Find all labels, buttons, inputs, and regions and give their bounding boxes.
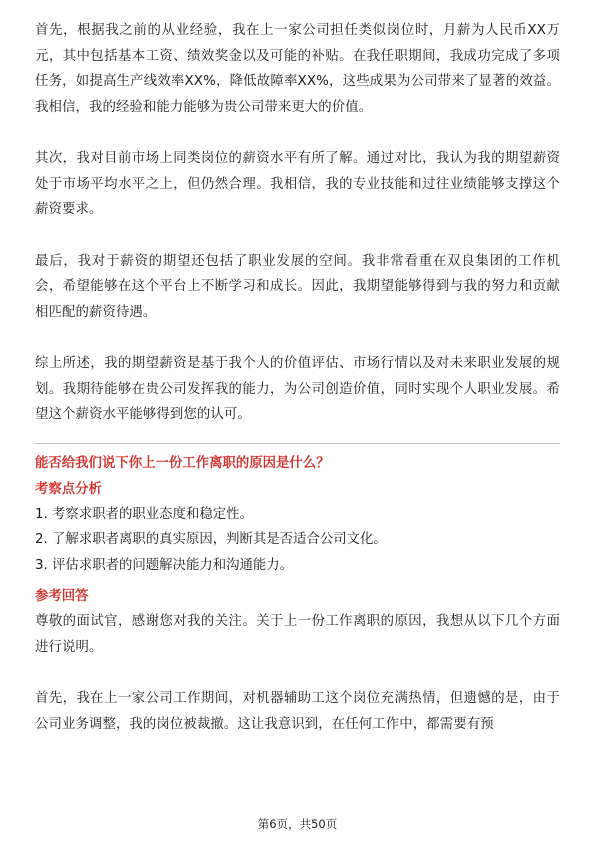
question-heading: 能否给我们说下你上一份工作离职的原因是什么？ <box>35 455 330 471</box>
paragraph-gap <box>35 325 560 351</box>
answer-paragraph-first: 首先，我在上一家公司工作期间，对机器辅助工这个岗位充满热情，但遗憾的是，由于公司业务调整，我的岗位被裁撤。这让我意识到，在任何工作中，都需要有预 <box>35 691 560 732</box>
analysis-label: 考察点分析 <box>35 481 102 497</box>
section-gap <box>35 578 560 586</box>
paragraph-third: 最后，我对于薪资的期望还包括了职业发展的空间。我非常看重在双良集团的工作机会，希望能够在这个平台上不断学习和成长。因此，我期望能够得到与我的努力和贡献相匹配的薪资待遇。 <box>35 253 560 320</box>
answer-paragraph-intro: 尊敬的面试官，感谢您对我的关注。关于上一份工作离职的原因，我想从以下几个方面进行说明。 <box>35 614 560 655</box>
answer-label: 参考回答 <box>35 589 89 604</box>
analysis-point: 3. 评估求职者的问题解决能力和沟通能力。 <box>35 557 294 573</box>
analysis-point: 2. 了解求职者离职的真实原因，判断其是否适合公司文化。 <box>35 532 387 547</box>
page-content <box>35 18 560 737</box>
paragraph-gap <box>35 120 560 146</box>
analysis-list <box>35 502 560 579</box>
analysis-point: 1. 考察求职者的职业态度和稳定性。 <box>35 506 253 522</box>
paragraph-gap <box>35 660 560 686</box>
paragraph-second: 其次，我对目前市场上同类岗位的薪资水平有所了解。通过对比，我认为我的期望薪资处于市场平均水平之上，但仍然合理。我相信，我的专业技能和过往业绩能够支撑这个薪资要求。 <box>35 151 560 217</box>
paragraph-gap <box>35 223 560 249</box>
paragraph-summary: 综上所述，我的期望薪资是基于我个人的价值评估、市场行情以及对未来职业发展的规划。我期待能够在贵公司发挥我的能力，为公司创造价值，同时实现个人职业发展。希望这个薪资水平能够得到您的认可。 <box>35 356 560 422</box>
paragraph-first: 首先，根据我之前的从业经验，我在上一家公司担任类似岗位时，月薪为人民币XX万元，其中包括基本工资、绩效奖金以及可能的补贴。在我任职期间，我成功完成了多项任务，如提高生产线效率XX%，降低故障率XX%，这些成果为公司带来了显著的效益。我相信，我的经验和能力能够为贵公司带来更大的价值。 <box>35 23 560 115</box>
page-number: 第6页，共50页 <box>257 817 338 831</box>
section-divider <box>35 443 560 444</box>
